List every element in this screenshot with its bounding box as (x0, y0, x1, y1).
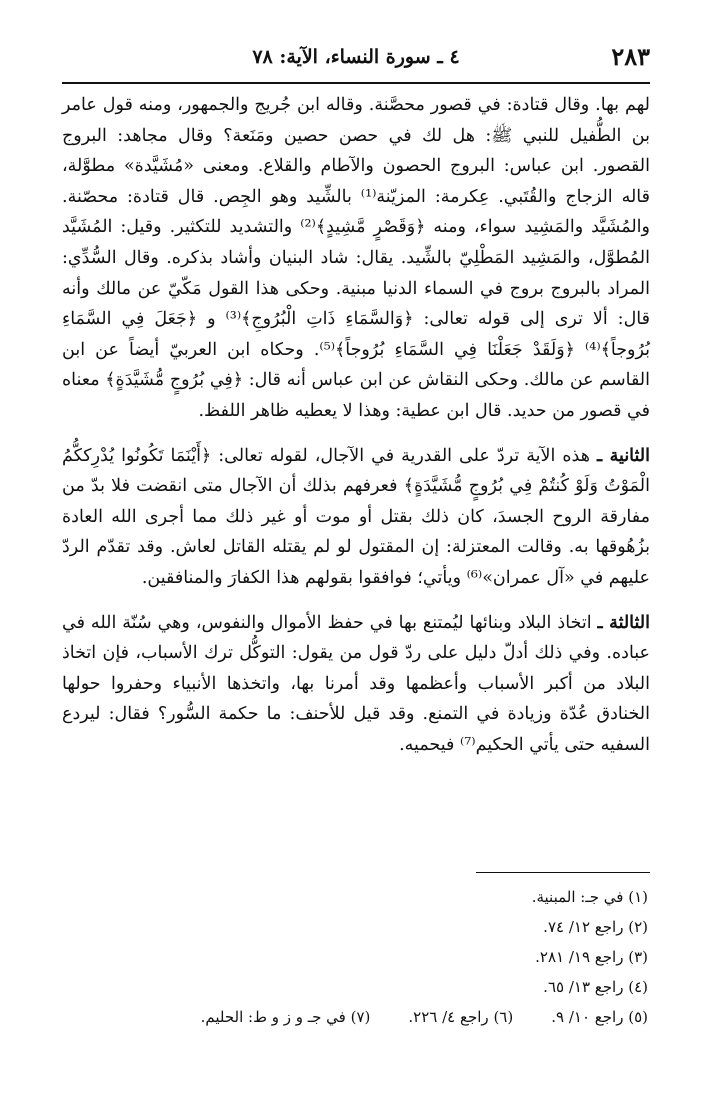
body-text (62, 90, 650, 774)
footnote-5: (٥) راجع ١٠/ ٩. (551, 1008, 648, 1026)
footnote-4: (٤) راجع ١٣/ ٦٥. (543, 978, 648, 996)
footnote-1: (١) في جـ: المبنية. (531, 888, 648, 906)
paragraph-3-lead: الثالثة ـ (597, 612, 650, 633)
footnote-rule (476, 872, 650, 873)
footnote-2: (٢) راجع ١٢/ ٧٤. (543, 918, 648, 936)
page-header (62, 38, 650, 78)
footnote-7: (٧) في جـ و ز و ط: الحليم. (200, 1008, 371, 1026)
paragraph-1 (62, 90, 650, 427)
paragraph-2 (62, 441, 650, 594)
paragraph-2-text: هذه الآية تردّ على القدرية في الآجال، لقوله تعالى: ﴿أَيْنَمَا تَكُونُوا يُدْرِككُّمُ الْمَوْتُ وَلَوْ كُنتُمْ فِي بُرُوجٍ مُّشَيَّدَةٍ﴾ فعرفهم بذلك أن الآجال متى انقضت فلا بدّ من مفارقة الروح الجسدَ، كان ذلك بقتل أو موت أو غير ذلك مما أجرى الله العادة بزُهُوقها به. وقالت المعتزلة: إن المقتول لو لم يقتله القاتل لعاش. وقد تقدّم الردّ عليهم في «آل عمران»⁽⁶⁾ ويأتي؛ فوافقوا بقولهم هذا الكفارَ والمنافقين. (62, 445, 650, 588)
paragraph-3-text: اتخاذ البلاد وبنائها ليُمتنع بها في حفظ الأموال والنفوس، وهي سُنّة الله في عباده. وفي ذلك أدلّ دليل على ردّ قول من يقول: التوكُّل ترك الأسباب، فإن اتخاذ البلاد من أكبر الأسباب وأعظمها وقد أمرنا بها، واتخذها الأنبياء وحفروا حولها الخنادق عُدّة وزيادة في التمنع. وقد قيل للأحنف: ما حكمة السُّور؟ فقال: ليردع السفيه حتى يأتي الحكيم⁽⁷⁾ فيحميه. (62, 612, 650, 755)
paragraph-2-lead: الثانية ـ (596, 445, 650, 466)
paragraph-1-text: لهم بها. وقال قتادة: في قصور محصَّنة. وقاله ابن جُريج والجمهور، ومنه قول عامر بن الطُّفيل للنبي ﷺ: هل لك في حصن حصين ومَنَعة؟ وقال مجاهد: البروج القصور. ابن عباس: البروج الحصون والآطام والقلاع. ومعنى «مُشَيَّدة» مطوَّلة، قاله الزجاج والقُتَبي. عِكرمة: المزيّنة⁽¹⁾ بالشِّيد وهو الجِص. قال قتادة: محصّنة. والمُشَيَّد والمَشِيد سواء، ومنه ﴿وَقَصْرٍ مَّشِيدٍ﴾⁽²⁾ والتشديد للتكثير. وقيل: المُشَيَّد المُطوَّل، والمَشِيد المَطْلِيّ بالشِّيد. يقال: شاد البنيان وأشاد بذكره. وقال السُّدِّي: المراد بالبروج بروج في السماء الدنيا مبنية. وحكى هذا القول مَكّيّ عن مالك وأنه قال: ألا ترى إلى قوله تعالى: ﴿وَالسَّمَاءِ ذَاتِ الْبُرُوجِ﴾⁽³⁾ و ﴿جَعَلَ فِي السَّمَاءِ بُرُوجاً﴾⁽⁴⁾ ﴿وَلَقَدْ جَعَلْنَا فِي السَّمَاءِ بُرُوجاً﴾⁽⁵⁾. وحكاه ابن العربيّ أيضاً عن ابن القاسم عن مالك. وحكى النقاش عن ابن عباس أنه قال: ﴿فِي بُرُوجٍ مُّشَيَّدَةٍ﴾ معناه في قصور من حديد. قال ابن عطية: وهذا لا يعطيه ظاهر اللفظ. (62, 95, 650, 421)
header-rule (62, 82, 650, 84)
running-head: ٤ ـ سورة النساء، الآية: ٧٨ (252, 46, 460, 68)
paragraph-3 (62, 608, 650, 761)
footnote-6: (٦) راجع ٤/ ٢٢٦. (408, 1008, 514, 1026)
footnote-3: (٣) راجع ١٩/ ٢٨١. (535, 948, 648, 966)
page-number: ٢٨٣ (611, 42, 650, 71)
footnotes (62, 882, 648, 1032)
footnote-row-last (62, 1002, 648, 1032)
